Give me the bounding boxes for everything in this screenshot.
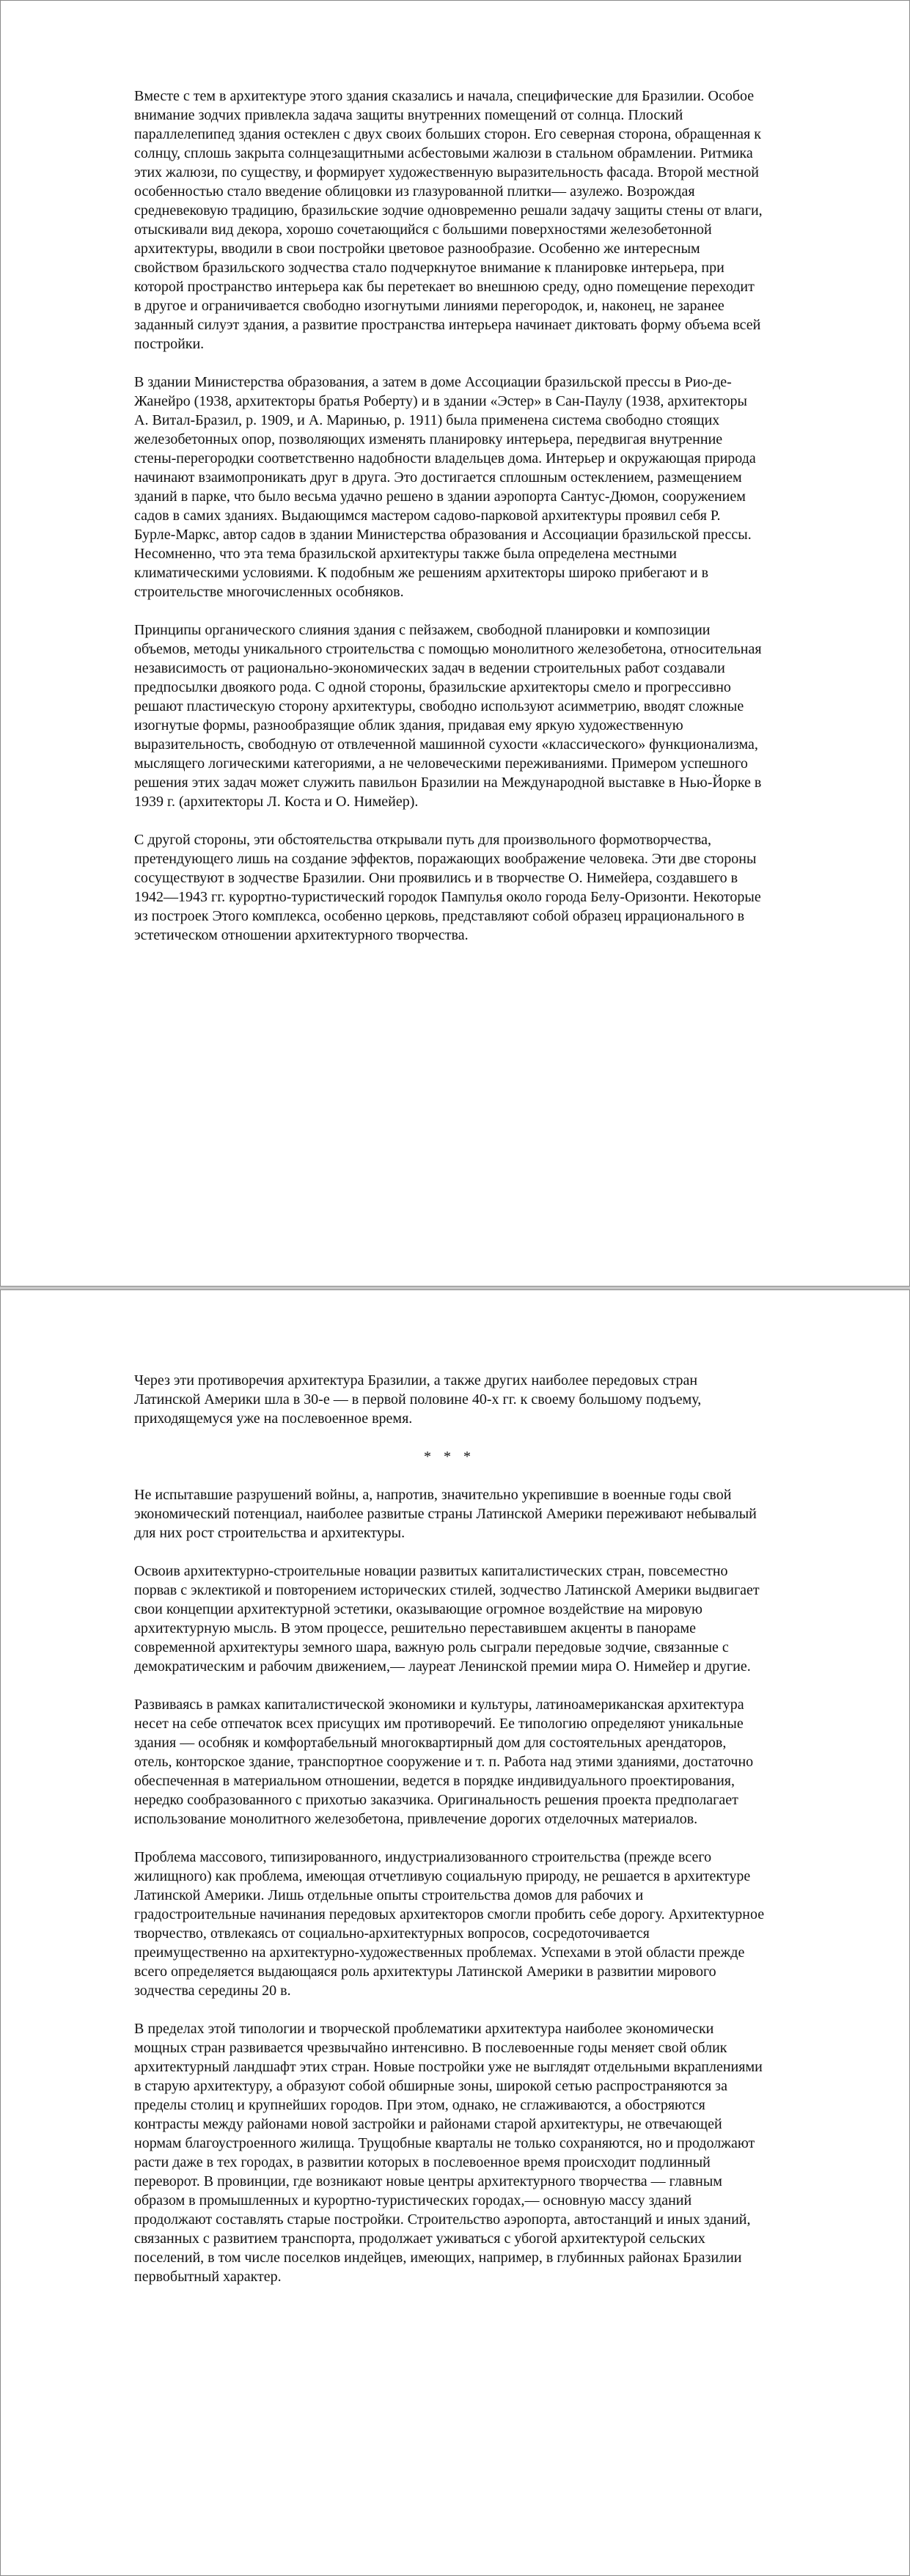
paragraph: Вместе с тем в архитектуре этого здания сказались и начала, специфические для Бразилии. Особое внимание зодчих привлекла задача защиты внутренних помещений от солнца. Плоский параллелепипед здания остеклен с двух своих больших сторон. Его северная сторона, обращенная к солнцу, сплошь закрыта солнцезащитными асбестовыми жалюзи в стальном обрамлении. Ритмика этих жалюзи, по существу, и формирует художественную выразительность фасада. Второй местной особенностью стало введение облицовки из глазурованной плитки— азулежо. Возрождая средневековую традицию, бразильские зодчие одновременно решали задачу защиты стены от влаги, отыскивали вид декора, хорошо сочетающийся с большими поверхностями железобетонной архитектуры, вводили в свои постройки цветовое разнообразие. Особенно же интересным свойством бразильского зодчества стало подчеркнутое внимание к планировке интерьера, при которой пространство интерьера как бы перетекает во внешнюю среду, одно помещение переходит в другое и ограничивается свободно изогнутыми линиями перегородок, и, наконец, не заранее заданный силуэт здания, а развитие пространства интерьера начинает диктовать форму объема всей постройки. (134, 88, 763, 352)
paragraph: Не испытавшие разрушений войны, а, напротив, значительно укрепившие в военные годы свой экономический потенциал, наиболее развитые страны Латинской Америки переживают небывалый для них рост строительства и архитектуры. (134, 1487, 757, 1541)
section-separator: * * * (424, 1449, 475, 1465)
paragraph: Проблема массового, типизированного, индустриализованного строительства (прежде всего жилищного) как проблема, имеющая отчетливую социальную природу, не решается в архитектуре Латинской Америки. Лишь отдельные опыты строительства домов для рабочих и градостроительные начинания передовых архитекторов смогли пробить себе дорогу. Архитектурное творчество, отвлекаясь от социально-архитектурных вопросов, сосредоточивается преимущественно на архитектурно-художественных проблемах. Успехами в этой области прежде всего определяется выдающаяся роль архитектуры Латинской Америки в развитии мирового зодчества середины 20 в. (134, 1849, 765, 1999)
intro-paragraph: Через эти противоречия архитектура Бразилии, а также других наиболее передовых стран Латинской Америки шла в 30-е — в первой половине 40-х гг. к своему большому подъему, приходящемуся уже на послевоенное время. (134, 1372, 702, 1427)
page-text (134, 1371, 765, 2305)
page-text (134, 87, 765, 964)
paragraph: В здании Министерства образования, а затем в доме Ассоциации бразильской прессы в Рио-де-Жанейро (1938, архитекторы братья Роберту) и в здании «Эстер» в Сан-Паулу (1938, архитекторы А. Витал-Бразил, р. 1909, и А. Маринью, р. 1911) была применена система свободно стоящих железобетонных опор, позволяющих изменять планировку интерьера, передвигая внутренние стены-перегородки соответственно надобности владельцев дома. Интерьер и окружающая природа начинают взаимопроникать друг в друга. Это достигается сплошным остеклением, размещением зданий в парке, что было весьма удачно решено в здании аэропорта Сантус-Дюмон, сооружением садов в самих зданиях. Выдающимся мастером садово-парковой архитектуры проявил себя Р. Бурле-Маркс, автор садов в здании Министерства образования и Ассоциации бразильской прессы. Несомненно, что эта тема бразильской архитектуры также была определена местными климатическими условиями. К подобным же решениям архитекторы широко прибегают и в строительстве многочисленных особняков. (134, 374, 756, 600)
document-page-2 (0, 1289, 910, 2576)
paragraph: Освоив архитектурно-строительные новации развитых капиталистических стран, повсеместно порвав с эклектикой и повторением исторических стилей, зодчество Латинской Америки выдвигает свои концепции архитектурной эстетики, оказывающие огромное воздействие на мировую архитектурную мысль. В этом процессе, решительно переставившем акценты в панораме современной архитектуры земного шара, важную роль сыграли передовые зодчие, связанные с демократическим и рабочим движением,— лауреат Ленинской премии мира О. Нимейер и другие. (134, 1563, 760, 1675)
document-page-1 (0, 0, 910, 1287)
paragraph: Развиваясь в рамках капиталистической экономики и культуры, латиноамериканская архитектура несет на себе отпечаток всех присущих им противоречий. Ее типологию определяют уникальные здания — особняк и комфортабельный многоквартирный дом для состоятельных арендаторов, отель, конторское здание, транспортное сооружение и т. п. Работа над этими зданиями, достаточно обеспеченная в материальном отношении, ведется в порядке индивидуального проектирования, нередко сообразованного с прихотью заказчика. Оригинальность решения проекта предполагает использование монолитного железобетона, привлечение дорогих отделочных материалов. (134, 1697, 754, 1827)
paragraph: Принципы органического слияния здания с пейзажем, свободной планировки и композиции объемов, методы уникального строительства с помощью монолитного железобетона, относительная независимость от рационально-экономических задач в ведении строительных работ создавали предпосылки двоякого рода. С одной стороны, бразильские архитекторы смело и прогрессивно решают пластическую сторону архитектуры, свободно используют асимметрию, вводят сложные изогнутые формы, разнообразящие облик здания, придавая ему яркую художественную выразительность, свободную от отвлеченной машинной сухости «классического» функционализма, мыслящего логическими категориями, а не человеческими переживаниями. Примером успешного решения этих задач может служить павильон Бразилии на Международной выставке в Нью-Йорке в 1939 г. (архитекторы Л. Коста и О. Нимейер). (134, 622, 762, 810)
paragraph: В пределах этой типологии и творческой проблематики архитектура наиболее экономически мощных стран развивается чрезвычайно интенсивно. В послевоенные годы меняет свой облик архитектурный ландшафт этих стран. Новые постройки уже не выглядят отдельными вкраплениями в старую архитектуру, а образуют собой обширные зоны, широкой сетью распространяются за пределы столиц и крупнейших городов. При этом, однако, не сглаживаются, а обостряются контрасты между районами новой застройки и районами старой архитектуры, не отвечающей нормам благоустроенного жилища. Трущобные кварталы не только сохраняются, но и продолжают расти даже в тех городах, в развитии которых в послевоенное время происходит подлинный переворот. В провинции, где возникают новые центры архитектурного творчества — главным образом в промышленных и курортно-туристических городах,— основную массу зданий продолжают составлять старые постройки. Строительство аэропорта, автостанций и иных зданий, связанных с развитием транспорта, продолжает уживаться с убогой архитектурой сельских поселений, в том числе поселков индейцев, имеющих, например, в глубинных районах Бразилии первобытный характер. (134, 2021, 763, 2285)
paragraph: С другой стороны, эти обстоятельства открывали путь для произвольного формотворчества, претендующего лишь на создание эффектов, поражающих воображение человека. Эти две стороны сосуществуют в зодчестве Бразилии. Они проявились и в творчестве О. Нимейера, создавшего в 1942—1943 гг. курортно-туристический городок Пампулья около города Белу-Оризонти. Некоторые из построек Этого комплекса, особенно церковь, представляют собой образец иррационального в эстетическом отношении архитектурного творчества. (134, 832, 761, 943)
